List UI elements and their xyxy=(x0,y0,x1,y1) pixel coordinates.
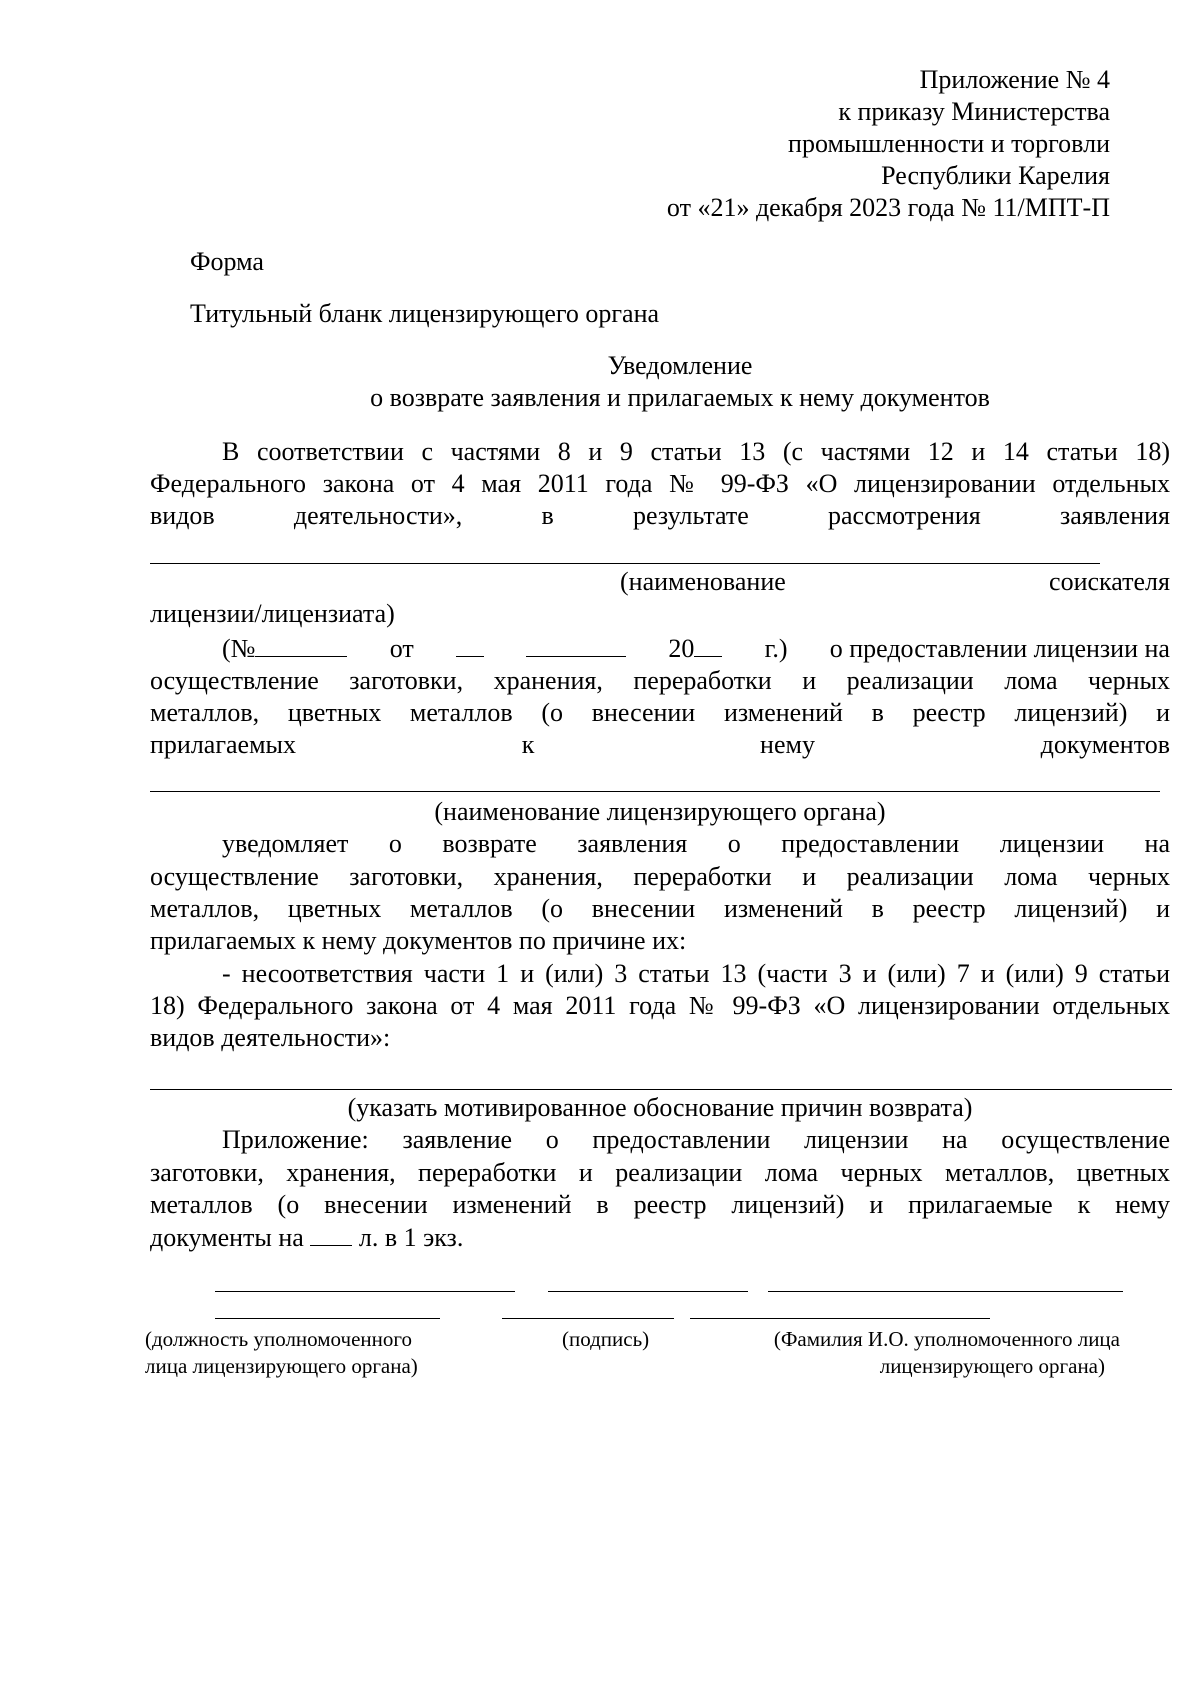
position-line-upper[interactable] xyxy=(215,1291,515,1292)
licensing-body-blank[interactable] xyxy=(150,791,1160,792)
notice-title: Уведомление xyxy=(607,351,753,380)
para3-line2: осуществление заготовки, хранения, переработки и реализации лома черных xyxy=(150,862,1170,891)
notice-subtitle: о возврате заявления и прилагаемых к нему документов xyxy=(370,383,990,412)
header-republic: Республики Карелия xyxy=(881,161,1110,190)
header-ministry: промышленности и торговли xyxy=(788,129,1110,158)
para3-line1: уведомляет о возврате заявления о предоставлении лицензии на xyxy=(222,829,1170,858)
position-caption-line1: (должность уполномоченного xyxy=(145,1327,412,1351)
para1-caption-a: (наименование соискателя xyxy=(620,567,1170,596)
applicant-name-blank[interactable] xyxy=(150,563,1100,564)
para4-line2: 18) Федерального закона от 4 мая 2011 года № 99-ФЗ «О лицензировании отдельных xyxy=(150,991,1170,1020)
application-number-blank[interactable] xyxy=(255,632,347,657)
para2-line3: металлов, цветных металлов (о внесении изменений в реестр лицензий) и xyxy=(150,698,1170,727)
form-label: Форма xyxy=(190,247,264,276)
name-line-upper[interactable] xyxy=(768,1291,1123,1292)
name-line-lower[interactable] xyxy=(690,1318,990,1319)
signature-line-lower[interactable] xyxy=(502,1318,674,1319)
para3-line4: прилагаемых к нему документов по причине их: xyxy=(150,926,687,955)
position-line-lower[interactable] xyxy=(215,1318,440,1319)
year-suffix: г.) xyxy=(764,634,788,663)
para1-line2: Федерального закона от 4 мая 2011 года № 99-ФЗ «О лицензировании отдельных xyxy=(150,469,1170,498)
sheet-count-blank[interactable] xyxy=(310,1221,352,1246)
para4-caption: (указать мотивированное обоснование причин возврата) xyxy=(347,1093,973,1122)
day-blank[interactable] xyxy=(456,632,484,657)
para4-line3: видов деятельности»: xyxy=(150,1023,391,1052)
title-blank-label: Титульный бланк лицензирующего органа xyxy=(190,299,660,328)
signature-caption: (подпись) xyxy=(562,1327,650,1351)
header-appendix-number: Приложение № 4 xyxy=(919,65,1110,94)
position-caption-line2: лица лицензирующего органа) xyxy=(145,1354,418,1378)
appendix-line1: Приложение: заявление о предоставлении лицензии на осуществление xyxy=(222,1125,1170,1154)
para2-line1-rest: о предоставлении лицензии на xyxy=(829,634,1170,663)
para1-line3: видов деятельности», в результате рассмотрения заявления xyxy=(150,501,1170,530)
appendix-line4 xyxy=(150,1221,463,1254)
appendix-line2: заготовки, хранения, переработки и реализации лома черных металлов, цветных xyxy=(150,1158,1170,1187)
year-blank[interactable] xyxy=(694,632,722,657)
return-reason-blank[interactable] xyxy=(150,1089,1172,1090)
application-number-group xyxy=(222,632,347,665)
para2-line1 xyxy=(222,632,1170,665)
name-caption-line2: лицензирующего органа) xyxy=(879,1354,1105,1378)
signature-line-upper[interactable] xyxy=(548,1291,748,1292)
year-group xyxy=(668,632,722,665)
appendix-line4-start: документы на xyxy=(150,1223,304,1252)
para2-caption: (наименование лицензирующего органа) xyxy=(434,797,886,826)
para2-line2: осуществление заготовки, хранения, переработки и реализации лома черных xyxy=(150,666,1170,695)
header-order-ref: к приказу Министерства xyxy=(838,97,1110,126)
number-prefix: (№ xyxy=(222,634,256,663)
para4-line1: - несоответствия части 1 и (или) 3 статьи 13 (части 3 и (или) 7 и (или) 9 статьи xyxy=(222,959,1170,988)
month-blank[interactable] xyxy=(526,632,626,657)
para1-caption-b: лицензии/лицензиата) xyxy=(150,599,395,628)
appendix-line3: металлов (о внесении изменений в реестр лицензий) и прилагаемые к нему xyxy=(150,1190,1170,1219)
para2-line4: прилагаемых к нему документов xyxy=(150,730,1170,759)
para1-line1: В соответствии с частями 8 и 9 статьи 13 (с частями 12 и 14 статьи 18) xyxy=(222,437,1170,466)
para3-line3: металлов, цветных металлов (о внесении изменений в реестр лицензий) и xyxy=(150,894,1170,923)
name-caption-line1: (Фамилия И.О. уполномоченного лица xyxy=(773,1327,1120,1351)
header-order-date: от «21» декабря 2023 года № 11/МПТ-П xyxy=(666,193,1110,222)
appendix-line4-end: л. в 1 экз. xyxy=(358,1223,464,1252)
from-word: от xyxy=(389,634,414,663)
year-prefix: 20 xyxy=(668,634,695,663)
